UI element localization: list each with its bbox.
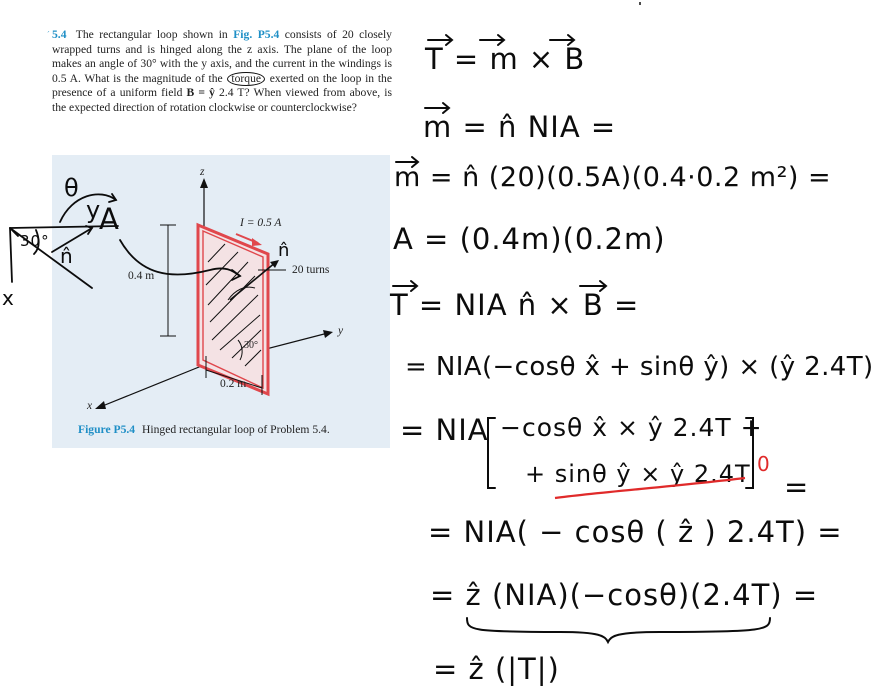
- solution-line-9: = NIA( − cosθ ( ẑ ) 2.4T) =: [428, 515, 843, 549]
- left-bracket: [488, 418, 495, 488]
- sketch-n-hat: n̂: [60, 244, 74, 268]
- vector-arrow-t5: [393, 281, 417, 291]
- sketch-y-label: y: [86, 196, 102, 224]
- figure-caption-text: Hinged rectangular loop of Problem 5.4.: [142, 423, 330, 436]
- right-bracket: [746, 418, 753, 488]
- figure-y-label: y: [338, 325, 344, 337]
- vector-arrow-b1: [550, 35, 574, 45]
- problem-text-1: The rectangular loop shown in: [75, 28, 228, 41]
- sketch-angle-label: 30°: [20, 232, 50, 250]
- figure-z-label: z: [200, 166, 205, 178]
- solution-line-10: = ẑ (NIA)(−cosθ)(2.4T) =: [430, 578, 819, 612]
- solution-line-6: = NIA(−cosθ x̂ + sinθ ŷ) × (ŷ 2.4T): [405, 352, 874, 382]
- figure-x-label: x: [87, 400, 93, 412]
- width-label: 0.2 m: [220, 378, 247, 390]
- vector-arrow-m1: [480, 35, 504, 45]
- sketch-theta: θ: [64, 174, 80, 202]
- solution-line-8-equals: =: [784, 470, 810, 504]
- strike-through: [555, 478, 745, 498]
- figure-caption-label: Figure P5.4: [78, 423, 136, 436]
- sketch-a-label: A: [99, 202, 120, 236]
- current-label: I = 0.5 A: [240, 217, 282, 229]
- field-symbol: B = ŷ: [186, 86, 215, 100]
- solution-line-5: T = NIA n̂ × B =: [390, 288, 640, 322]
- margin-tick-icon: ´: [47, 30, 50, 39]
- problem-text-3: exerted on the loop in the presence of a uniform field: [52, 71, 392, 100]
- solution-line-4: A = (0.4m)(0.2m): [393, 222, 666, 256]
- sketch-x-label: x: [2, 286, 15, 310]
- solution-line-7a: = NIA: [400, 413, 489, 447]
- underbrace: [467, 618, 770, 642]
- vector-arrow-m3: [396, 157, 418, 167]
- solution-line-3: m = n̂ (20)(0.5A)(0.4·0.2 m²) =: [394, 162, 832, 193]
- solution-line-2: m = n̂ NIA =: [423, 110, 617, 144]
- problem-text-4: 2.4 T? When viewed from above, is the expected direction of rotation clockwise or counterclockwise?: [52, 86, 393, 114]
- angle-label: 30°: [244, 340, 258, 351]
- height-label: 0.4 m: [128, 270, 155, 282]
- loop-normal-label: n̂: [278, 240, 291, 261]
- solution-line-8: + sinθ ŷ × ŷ 2.4T: [525, 460, 751, 488]
- turns-label: 20 turns: [292, 264, 330, 276]
- vector-arrow-b5: [580, 281, 606, 291]
- solution-line-1: T = m × B: [425, 42, 586, 76]
- problem-number: 5.4: [52, 28, 67, 41]
- vector-arrow-t1: [428, 35, 452, 45]
- solution-line-11: = ẑ (|T|): [433, 652, 560, 686]
- solution-line-8-zero: 0: [757, 452, 771, 476]
- figure-reference: Fig. P5.4: [233, 28, 280, 41]
- circled-torque-word: torque: [227, 72, 265, 86]
- vector-arrow-m2: [425, 103, 449, 113]
- problem-text-2: consists of 20 closely wrapped turns and is hinged along the z axis. The plane of the loop makes an angle of 30° with the y axis, and the current in the windings is 0.5 A. What is the magnitude of the: [52, 28, 392, 85]
- solution-line-7b: −cosθ x̂ × ŷ 2.4T +: [500, 413, 763, 442]
